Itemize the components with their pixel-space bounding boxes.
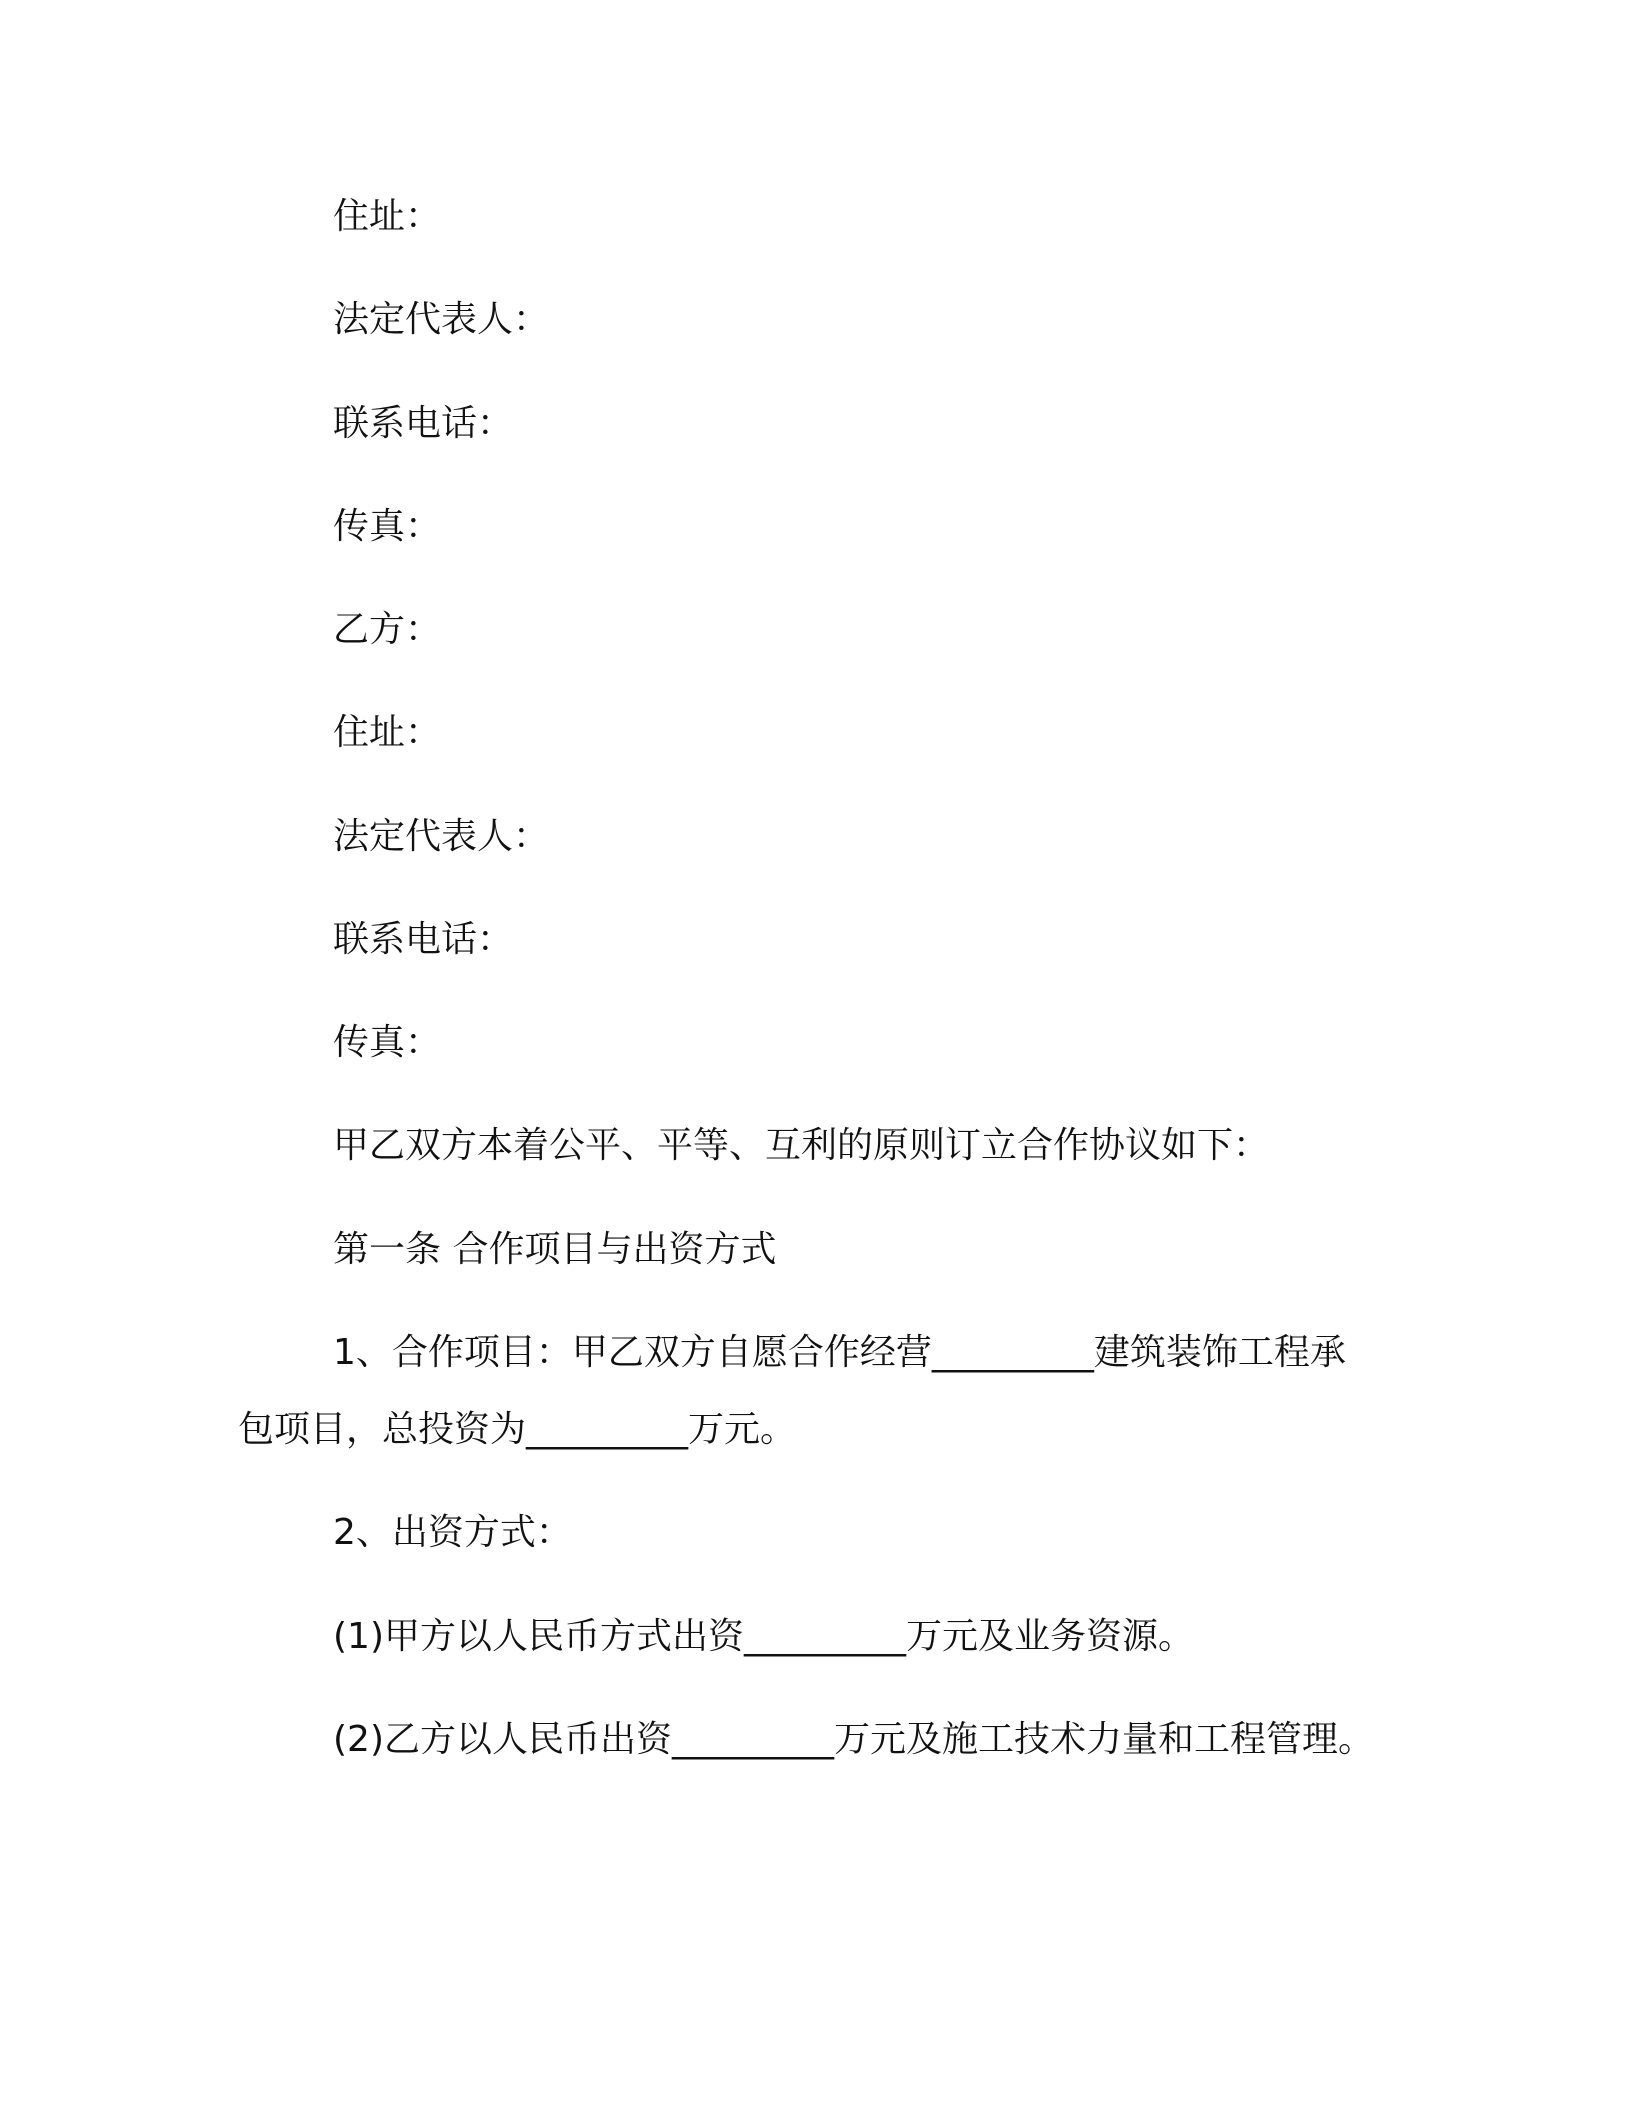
party-b-phone-label: 联系电话： bbox=[333, 919, 514, 960]
party-b-legal-rep-label: 法定代表人： bbox=[333, 816, 550, 857]
party-a-fax-label: 传真： bbox=[333, 506, 442, 547]
article-one-heading: 第一条 合作项目与出资方式 bbox=[333, 1229, 777, 1270]
party-a-legal-rep-label: 法定代表人： bbox=[333, 299, 550, 340]
party-a-investment-clause: (1)甲方以人民币方式出资_________万元及业务资源。 bbox=[333, 1616, 1194, 1657]
agreement-intro-paragraph: 甲乙双方本着公平、平等、互利的原则订立合作协议如下： bbox=[333, 1125, 1270, 1166]
cooperation-project-clause-line1: 1、合作项目：甲乙双方自愿合作经营_________建筑装饰工程承 bbox=[333, 1332, 1346, 1373]
cooperation-project-clause-line2: 包项目，总投资为_________万元。 bbox=[238, 1409, 797, 1450]
party-b-investment-clause: (2)乙方以人民币出资_________万元及施工技术力量和工程管理。 bbox=[333, 1719, 1374, 1760]
party-b-address-label: 住址： bbox=[333, 712, 442, 753]
party-b-label: 乙方： bbox=[333, 609, 442, 650]
party-a-phone-label: 联系电话： bbox=[333, 403, 514, 444]
investment-method-heading: 2、出资方式： bbox=[333, 1512, 572, 1553]
party-b-fax-label: 传真： bbox=[333, 1022, 442, 1063]
party-a-address-label: 住址： bbox=[333, 196, 442, 237]
